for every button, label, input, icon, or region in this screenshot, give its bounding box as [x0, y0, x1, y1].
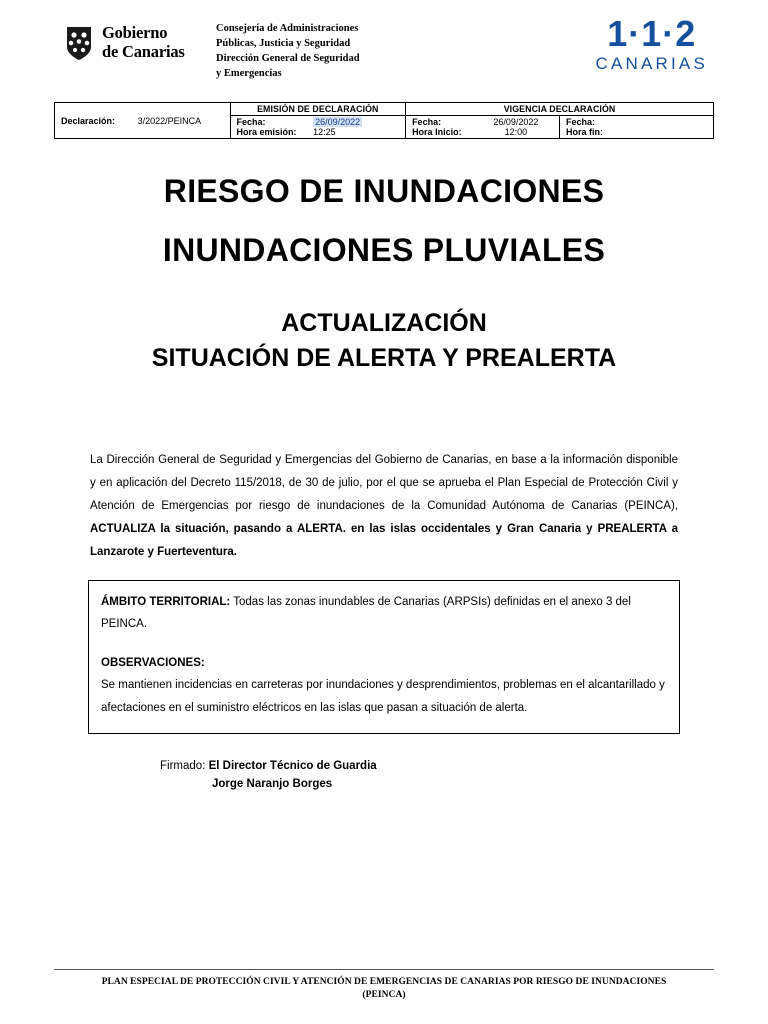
body-paragraph-emphasis: ACTUALIZA la situación, pasando a ALERTA. en las islas occidentales y Gran Canaria y PREALERTA a Lanzarote y Fuerteventura.: [90, 523, 678, 558]
department-line-2: Públicas, Justicia y Seguridad: [216, 37, 351, 49]
declaration-id-cell: [55, 103, 231, 139]
details-box: [88, 580, 680, 734]
vigencia-header: VIGENCIA DECLARACIÓN: [406, 103, 714, 116]
department-line-4: y Emergencias: [216, 67, 282, 79]
title-subtype: INUNDACIONES PLUVIALES: [162, 232, 606, 268]
hora-inicio-label: Hora Inicio:: [412, 127, 462, 137]
ambito-label: ÁMBITO TERRITORIAL:: [101, 596, 231, 608]
declaracion-label: Declaración:: [61, 115, 116, 126]
hora-emision-label: Hora emisión:: [236, 127, 297, 137]
vigencia-fecha-label: Fecha:: [412, 117, 442, 127]
department-line-1: Consejería de Administraciones: [216, 23, 359, 34]
fecha-emision-label: Fecha:: [236, 117, 266, 127]
fecha-fin-value: [639, 117, 709, 127]
signature-label: Firmado:: [160, 760, 206, 773]
hora-emision-value: 12:25: [313, 127, 336, 137]
fecha-fin-label: Fecha:: [566, 117, 596, 127]
emergency-112-logo: [595, 13, 708, 74]
vigencia-inicio-cell: [406, 116, 560, 139]
footer-line-2: (PEINCA): [362, 990, 406, 1001]
observaciones-label: OBSERVACIONES:: [101, 656, 205, 669]
hora-inicio-value: 12:00: [504, 127, 528, 137]
document-titles: [0, 173, 768, 373]
canary-islands-coat-of-arms-icon: [64, 24, 94, 62]
body-paragraph: [90, 449, 678, 564]
title-update: ACTUALIZACIÓN: [281, 309, 487, 337]
government-logo: [64, 24, 185, 62]
signature-name: Jorge Naranjo Borges: [212, 777, 333, 790]
hora-fin-value: [639, 127, 709, 137]
declaracion-value: 3/2022/PEINCA: [137, 115, 202, 126]
fecha-emision-value: 26/09/2022: [315, 117, 361, 127]
title-risk: RIESGO DE INUNDACIONES: [163, 173, 605, 209]
emergency-region: CANARIAS: [595, 54, 708, 73]
body-paragraph-intro: La Dirección General de Seguridad y Emergencias del Gobierno de Canarias, en base a la información disponible y en aplicación del Decreto 115/2018, de 30 de julio, por el que se aprueba el Plan Especial de Protección Civil y Atención de Emergencias por riesgo de inundaciones de la Comunidad Autónoma de Canarias (PEINCA),: [90, 454, 678, 512]
government-logo-line1: Gobierno: [102, 23, 168, 43]
government-logo-line2: de Canarias: [102, 42, 185, 61]
emergency-number: 1·1·2: [607, 13, 697, 54]
vigencia-fecha-value: 26/09/2022: [493, 117, 539, 127]
footer-line-1: PLAN ESPECIAL DE PROTECCIÓN CIVIL Y ATENCIÓN DE EMERGENCIAS DE CANARIAS POR RIESGO DE INUNDACIONES: [101, 977, 667, 988]
observaciones-text: Se mantienen incidencias en carreteras por inundaciones y desprendimientos, problemas en el alcantarillado y afectaciones en el suministro eléctricos en las islas que pasan a situación de alerta.: [101, 679, 665, 714]
document-header: [54, 0, 714, 96]
declaration-table: [54, 102, 714, 139]
department-line-3: Dirección General de Seguridad: [216, 52, 360, 64]
title-situation: SITUACIÓN DE ALERTA Y PREALERTA: [151, 344, 617, 372]
ambito-text: Todas las zonas inundables de Canarias (ARPSIs) definidas en el anexo 3 del PEINCA.: [101, 596, 631, 631]
government-logo-text: [102, 24, 185, 62]
emision-cell: [230, 116, 406, 139]
document-footer: [54, 969, 714, 1002]
hora-fin-label: Hora fin:: [566, 127, 604, 137]
signature-block: [0, 758, 768, 794]
ambito-territorial: [101, 591, 667, 636]
table-row-headers: [55, 103, 714, 116]
signature-role: El Director Técnico de Guardia: [208, 760, 377, 773]
department-block: [216, 22, 436, 82]
emision-header: EMISIÓN DE DECLARACIÓN: [230, 103, 406, 116]
footer-divider: [54, 969, 714, 970]
vigencia-fin-cell: [560, 116, 714, 139]
